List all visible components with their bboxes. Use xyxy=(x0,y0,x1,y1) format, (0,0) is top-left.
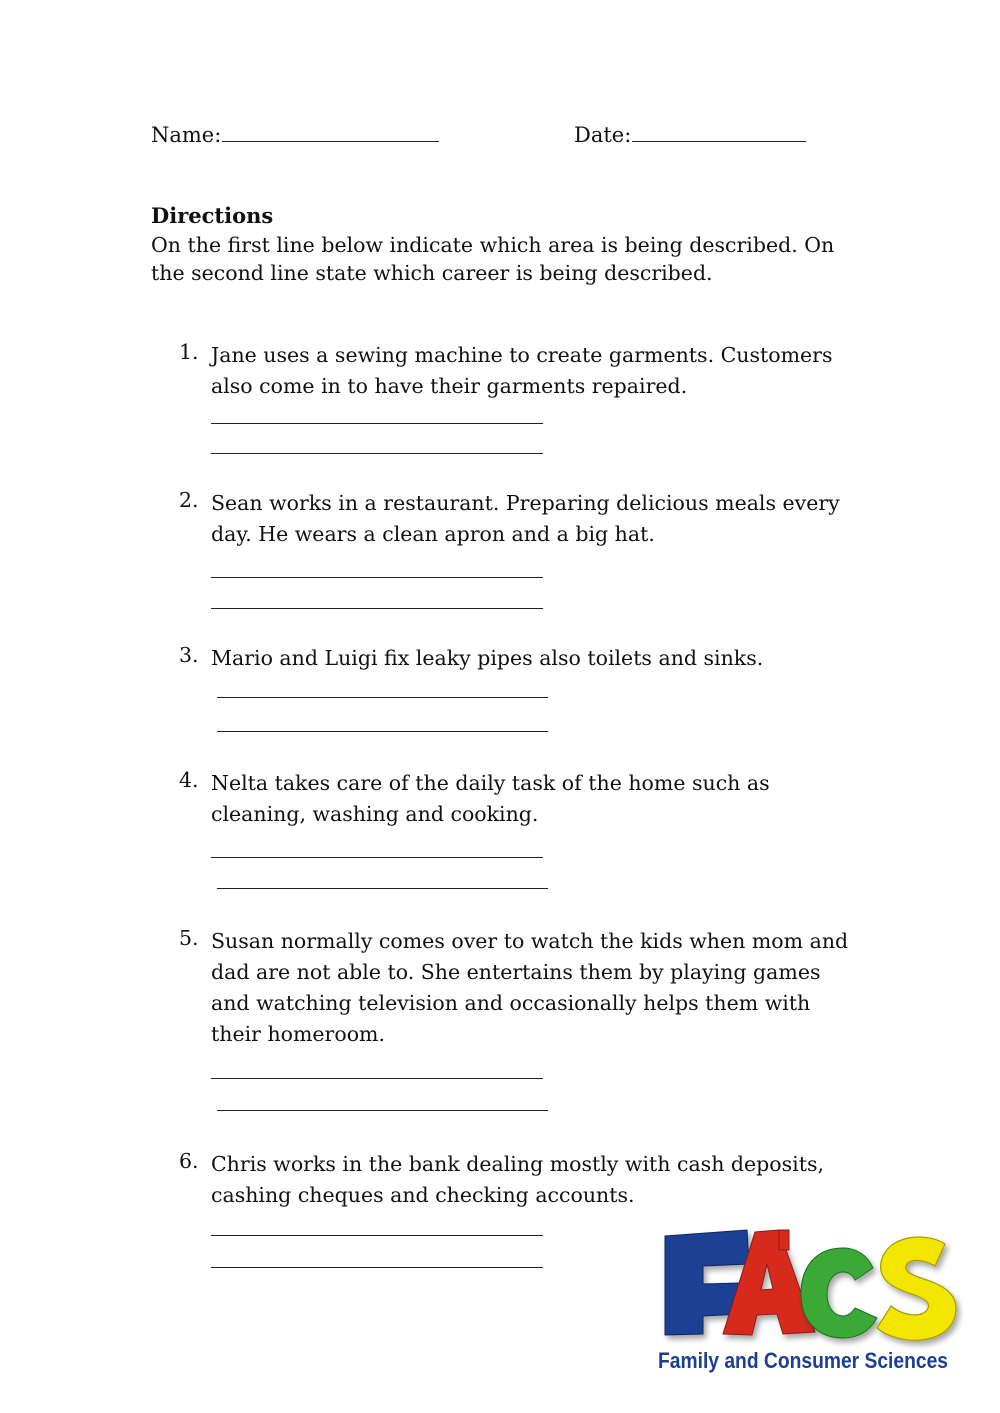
answer-line-area[interactable] xyxy=(211,1235,543,1236)
question-text: Sean works in a restaurant. Preparing delicious meals every day. He wears a clean apron and a big hat. xyxy=(211,491,840,546)
question-text: Mario and Luigi fix leaky pipes also toilets and sinks. xyxy=(211,646,764,670)
answer-line-area[interactable] xyxy=(211,423,543,424)
question-number: 5. xyxy=(179,926,199,950)
answer-line-career[interactable] xyxy=(211,453,543,454)
answer-line-area[interactable] xyxy=(211,1078,543,1079)
answer-line-career[interactable] xyxy=(211,608,543,609)
date-label: Date: xyxy=(574,123,632,147)
question-number: 1. xyxy=(179,340,199,364)
date-field-row xyxy=(574,121,806,147)
answer-line-area[interactable] xyxy=(211,577,543,578)
logo-letter-s-shape xyxy=(877,1237,956,1340)
directions-text: On the first line below indicate which area is being described. On the second line state which career is being described. xyxy=(151,233,835,285)
date-input-line[interactable] xyxy=(632,121,806,142)
question-text: Jane uses a sewing machine to create garments. Customers also come in to have their garments repaired. xyxy=(211,343,833,398)
question-text: Nelta takes care of the daily task of the home such as cleaning, washing and cooking. xyxy=(211,771,770,826)
question-number: 2. xyxy=(179,488,199,512)
question-text: Chris works in the bank dealing mostly with cash deposits, cashing cheques and checking accounts. xyxy=(211,1152,824,1207)
answer-line-career[interactable] xyxy=(211,1267,543,1268)
answer-line-career[interactable] xyxy=(217,731,548,732)
answer-line-area[interactable] xyxy=(217,697,548,698)
facs-logo xyxy=(655,1222,985,1397)
name-input-line[interactable] xyxy=(222,121,439,142)
answer-line-career[interactable] xyxy=(217,1110,548,1111)
directions-heading: Directions xyxy=(151,203,274,228)
question-number: 3. xyxy=(179,643,199,667)
logo-letter-c-shape xyxy=(801,1248,877,1338)
logo-tagline: Family and Consumer Sciences xyxy=(658,1348,948,1373)
question-number: 4. xyxy=(179,768,199,792)
question-text: Susan normally comes over to watch the kids when mom and dad are not able to. She entertains them by playing games and watching television and occasionally helps them with their homeroom. xyxy=(211,929,849,1046)
name-field-row xyxy=(151,121,439,147)
question-number: 6. xyxy=(179,1149,199,1173)
answer-line-career[interactable] xyxy=(217,888,548,889)
logo-chimney-shape xyxy=(779,1230,789,1250)
name-label: Name: xyxy=(151,123,222,147)
answer-line-area[interactable] xyxy=(211,857,543,858)
facs-logo-graphic xyxy=(655,1222,985,1397)
